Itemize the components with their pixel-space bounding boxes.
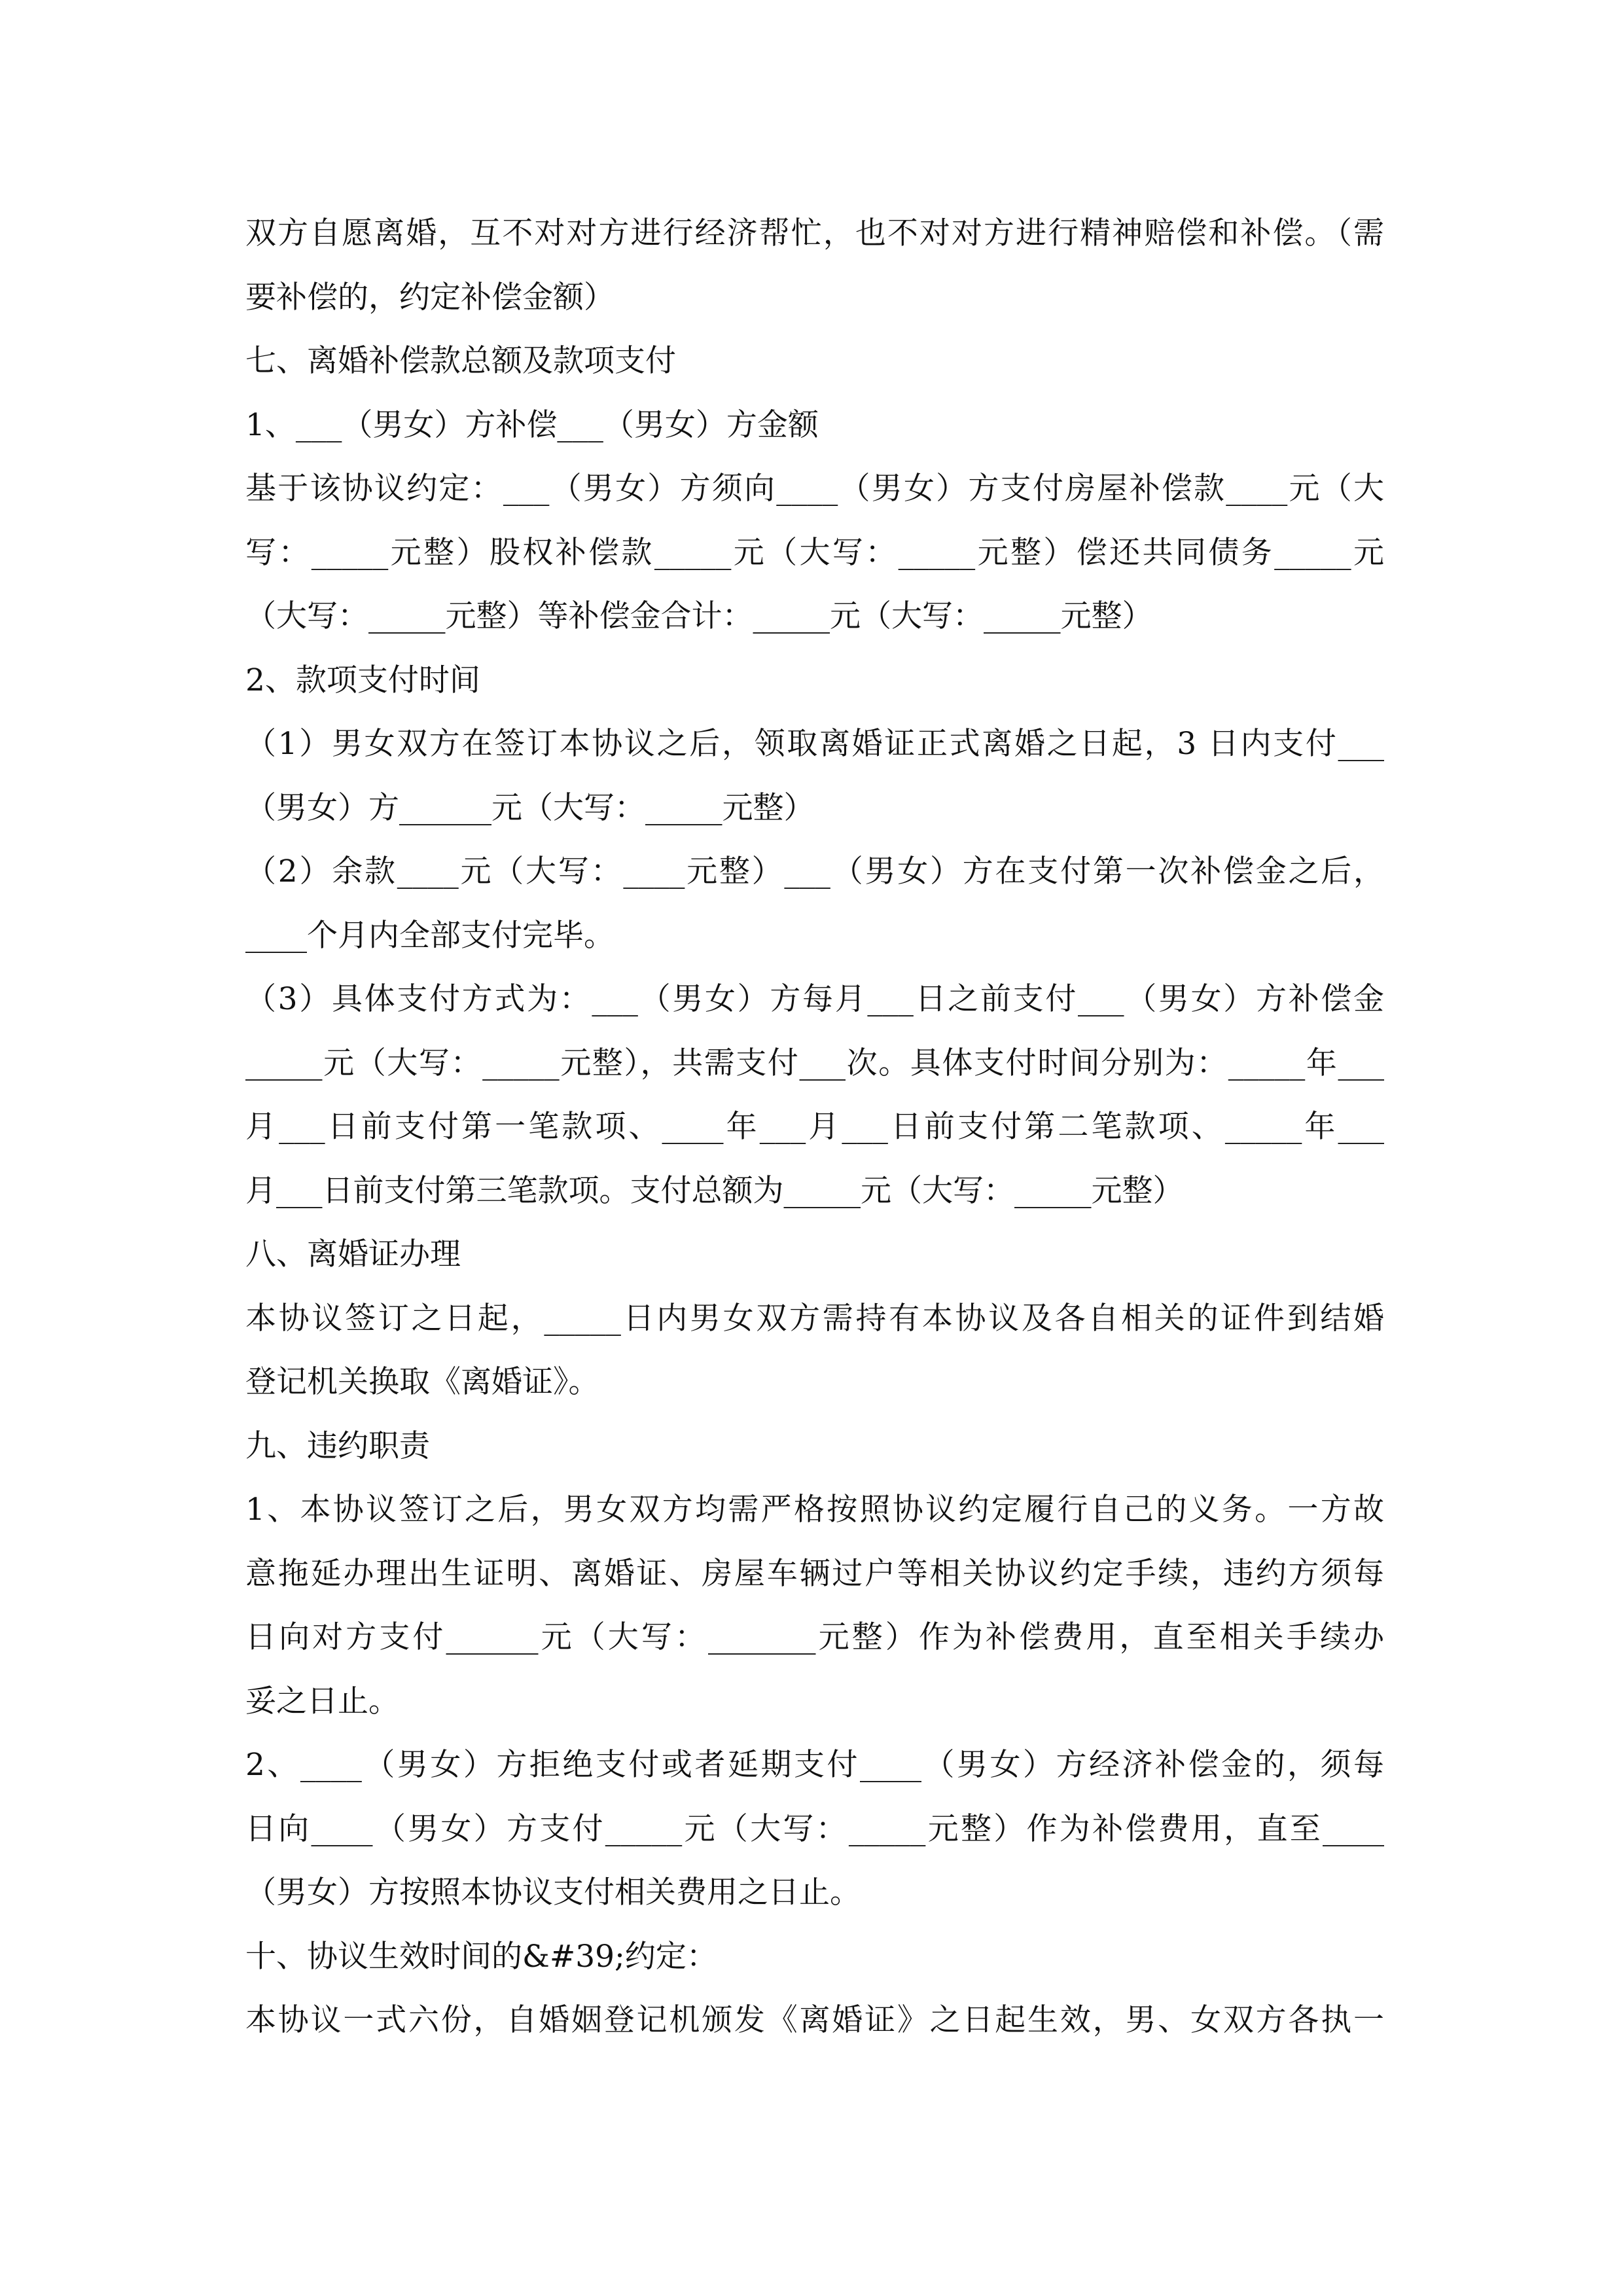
- text-line: 日向对方支付______元（大写：_______元整）作为补偿费用，直至相关手续办: [245, 1619, 1384, 1655]
- text-line: （1）男女双方在签订本协议之后，领取离婚证正式离婚之日起，3 日内支付___: [245, 726, 1384, 762]
- section-heading: 七、离婚补偿款总额及款项支付: [245, 343, 676, 379]
- text-line: 写：_____元整）股权补偿款_____元（大写：_____元整）偿还共同债务_____元: [245, 534, 1384, 571]
- text-line: 日向____（男女）方支付_____元（大写：_____元整）作为补偿费用，直至____: [245, 1810, 1384, 1847]
- section-heading: 八、离婚证办理: [245, 1236, 461, 1272]
- text-line: 1、___（男女）方补偿___（男女）方金额: [245, 406, 819, 443]
- text-line: （2）余款____元（大写：____元整）___（男女）方在支付第一次补偿金之后，: [245, 853, 1384, 889]
- section-heading: 十、协议生效时间的&#39;约定：: [245, 1938, 717, 1975]
- text-line: 妥之日止。: [245, 1683, 399, 1719]
- text-line: 双方自愿离婚，互不对对方进行经济帮忙，也不对对方进行精神赔偿和补偿。（需: [245, 215, 1384, 251]
- text-line: 2、____（男女）方拒绝支付或者延期支付____（男女）方经济补偿金的，须每: [245, 1747, 1384, 1783]
- text-line: 1、本协议签订之后，男女双方均需严格按照协议约定履行自己的义务。一方故: [245, 1492, 1384, 1528]
- text-line: ____个月内全部支付完毕。: [245, 917, 615, 954]
- text-line: 月___日前支付第一笔款项、____年___月___日前支付第二笔款项、_____年___: [245, 1109, 1384, 1145]
- text-line: （大写：_____元整）等补偿金合计：_____元（大写：_____元整）: [245, 598, 1153, 634]
- text-line: 本协议签订之日起，_____日内男女双方需持有本协议及各自相关的证件到结婚: [245, 1300, 1384, 1336]
- document-page: [245, 202, 1384, 2053]
- text-line: （男女）方按照本协议支付相关费用之日止。: [245, 1874, 861, 1910]
- text-line: 要补偿的，约定补偿金额）: [245, 279, 615, 315]
- text-line: 登记机关换取《离婚证》。: [245, 1364, 599, 1400]
- text-line: 基于该协议约定：___（男女）方须向____（男女）方支付房屋补偿款____元（大: [245, 471, 1384, 507]
- text-line: 2、款项支付时间: [245, 662, 480, 698]
- text-line: （男女）方______元（大写：_____元整）: [245, 789, 815, 826]
- section-heading: 九、违约职责: [245, 1427, 430, 1464]
- text-line: _____元（大写：_____元整），共需支付___次。具体支付时间分别为：_____年___: [245, 1045, 1384, 1081]
- text-line: 月___日前支付第三笔款项。支付总额为_____元（大写：_____元整）: [245, 1172, 1184, 1209]
- text-line: 意拖延办理出生证明、离婚证、房屋车辆过户等相关协议约定手续，违约方须每: [245, 1555, 1384, 1592]
- text-line: （3）具体支付方式为：___（男女）方每月___日之前支付___（男女）方补偿金: [245, 981, 1384, 1017]
- text-line: 本协议一式六份，自婚姻登记机颁发《离婚证》之日起生效，男、女双方各执一: [245, 2002, 1384, 2038]
